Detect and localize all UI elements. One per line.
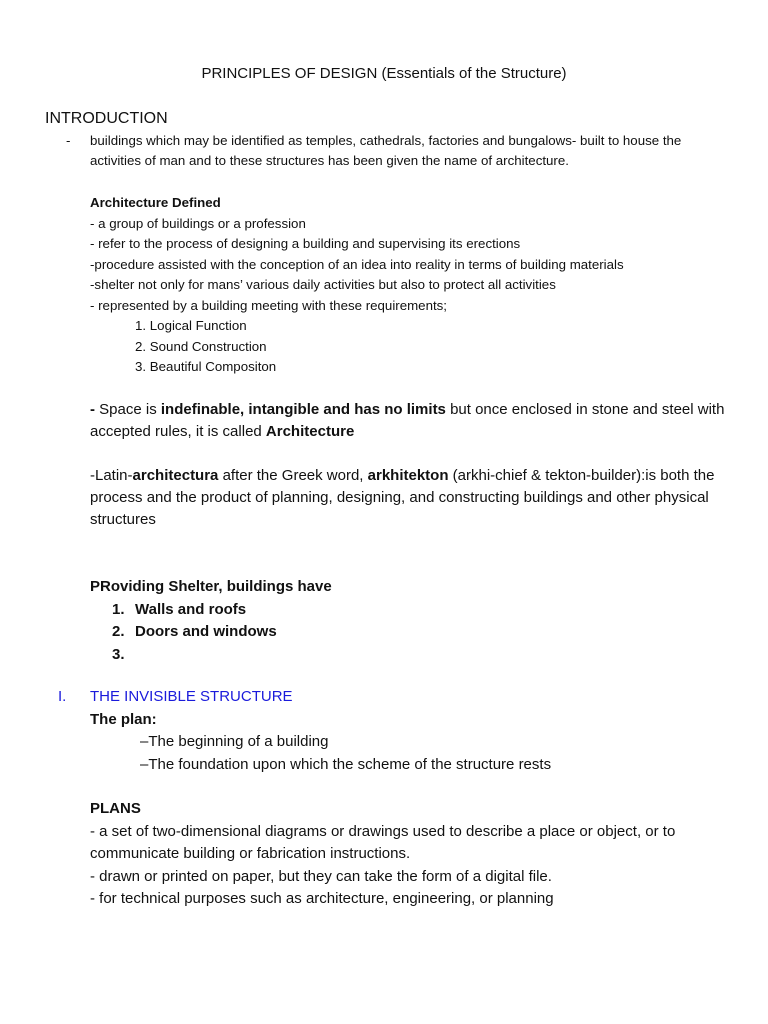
shelter-item-text: Doors and windows — [135, 623, 277, 640]
invisible-structure-section — [58, 686, 738, 776]
latin-text: after the Greek word, — [218, 467, 368, 484]
latin-term: architectura — [132, 467, 219, 484]
space-text: but once enclosed in stone and steel with accepted rules, it is called — [90, 401, 725, 440]
introduction-text: buildings which may be identified as temples, cathedrals, factories and bungalows- built to house the activities of man and to these structures has been given the name of architecture. — [90, 133, 682, 168]
shelter-section — [90, 576, 730, 666]
shelter-item-number: 2. — [112, 623, 125, 640]
plans-heading: PLANS — [90, 800, 141, 817]
shelter-item-number: 3. — [112, 645, 125, 663]
requirement-item: 1. Logical Function — [135, 318, 247, 333]
shelter-item — [90, 599, 730, 622]
latin-paragraph — [90, 465, 730, 531]
plans-section — [90, 798, 740, 911]
shelter-item — [90, 644, 730, 667]
plan-item: –The foundation upon which the scheme of the structure rests — [140, 755, 552, 773]
requirement-item: 2. Sound Construction — [135, 338, 267, 354]
requirement-item: 3. Beautiful Compositon — [135, 359, 277, 374]
shelter-item-text: Walls and roofs — [135, 600, 247, 618]
section-numeral: I. — [58, 688, 67, 705]
introduction-block — [66, 131, 726, 171]
shelter-item — [90, 621, 730, 644]
shelter-item-number: 1. — [112, 600, 125, 618]
space-bold-text: indefinable, intangible and has no limits — [160, 401, 446, 418]
greek-term: arkhitekton — [367, 467, 449, 484]
architecture-defined-section — [90, 193, 740, 378]
definition-line: - refer to the process of designing a building and supervising its erections — [90, 236, 521, 251]
plans-line: - drawn or printed on paper, but they can take the form of a digital file. — [90, 867, 552, 885]
architecture-defined-heading: Architecture Defined — [90, 195, 221, 210]
definition-line: -procedure assisted with the conception of an idea into reality in terms of building materials — [90, 256, 624, 272]
document-title: PRINCIPLES OF DESIGN (Essentials of the Structure) — [201, 65, 567, 82]
latin-text: (arkhi-chief & tekton-builder):is both the process and the product of planning, designing, and constructing buildings and other physical structures — [90, 467, 715, 528]
latin-text: -Latin- — [90, 467, 133, 484]
introduction-heading: INTRODUCTION — [45, 110, 168, 127]
plans-line: - a set of two-dimensional diagrams or drawings used to describe a place or object, or to communicate building or fabrication instructions. — [90, 822, 676, 862]
introduction-bullet: - — [66, 133, 71, 148]
space-paragraph — [90, 399, 730, 443]
space-text: Space is — [95, 401, 161, 418]
shelter-heading: PRoviding Shelter, buildings have — [90, 578, 332, 595]
plan-label: The plan: — [90, 710, 157, 728]
space-dash: - — [90, 401, 95, 418]
section-title: THE INVISIBLE STRUCTURE — [90, 688, 293, 705]
architecture-term: Architecture — [265, 423, 355, 440]
plans-line: - for technical purposes such as architecture, engineering, or planning — [90, 890, 554, 907]
definition-line: - represented by a building meeting with these requirements; — [90, 297, 447, 313]
definition-line: -shelter not only for mans’ various daily activities but also to protect all activities — [90, 277, 556, 292]
plan-item: –The beginning of a building — [140, 733, 329, 750]
definition-line: - a group of buildings or a profession — [90, 215, 306, 231]
